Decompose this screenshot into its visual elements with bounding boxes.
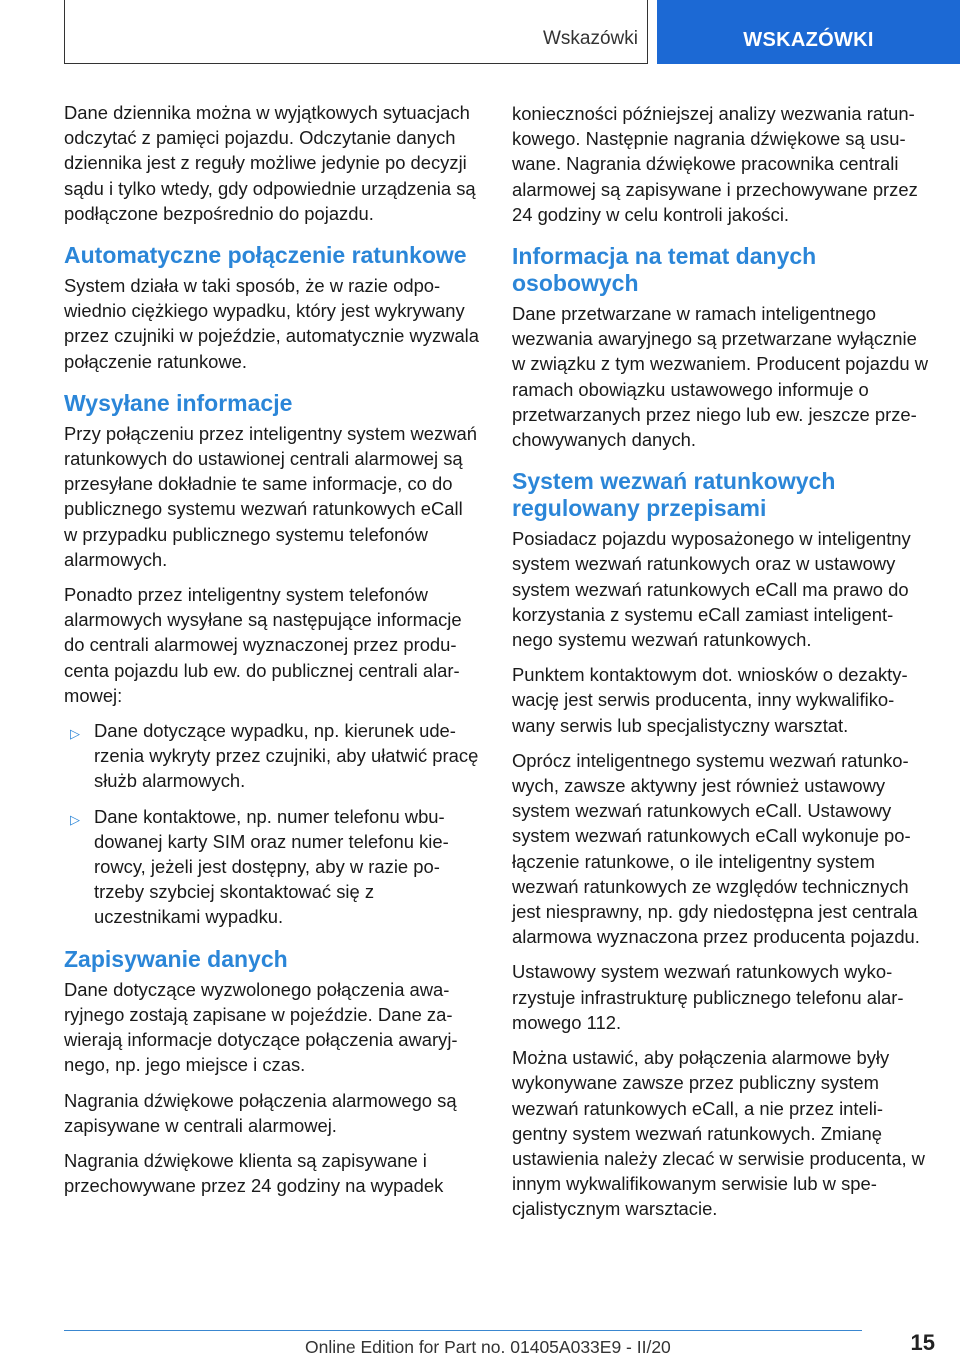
paragraph-store-2: Nagrania dźwiękowe połączenia alarmowego są zapisywane w centrali alarmowej. [64, 1089, 457, 1136]
left-column [64, 100, 480, 1208]
section-label: Wskazówki [542, 28, 638, 49]
list-item [64, 804, 480, 930]
section-tab[interactable]: WSKAZÓWKI [657, 0, 960, 64]
bullet-icon: ▷ [70, 811, 80, 827]
paragraph-sent-2: Ponadto przez inteligentny system telefonów alarmowych wysyłane są następujące informacje do centrali alarmowej wyznaczonej przez producenta pojazdu lub ew. do publicznej centrali alarmowej: [64, 584, 462, 706]
paragraph-store-3: Nagrania dźwiękowe klienta są zapisywane i przechowywane przez 24 godziny na wypadek [64, 1149, 444, 1197]
paragraph-personal-data: Dane przetwarzane w ramach inteligentnego wezwania awaryjnego są przetwarzane wyłącznie w związku z tym wezwaniem. Producent pojazdu w ramach obowiązku ustawowego informuje o przetwarzanych przez niego lub ew. jeszcze przechowywanych danych. [512, 303, 928, 451]
list-item-text: Dane kontaktowe, np. numer telefonu wbudowanej karty SIM oraz numer telefonu kierowcy, jeżeli jest dostępny, aby w razie potrzeby szybciej skontaktować się z uczestnikami wypadku. [94, 805, 449, 928]
paragraph-reg-2: Punktem kontaktowym dot. wniosków o dezaktywację jest serwis producenta, inny wykwalifikowany serwis lub specjalistyczny warsztat. [512, 664, 908, 736]
heading-data-storage: Zapisywanie danych [64, 945, 288, 972]
footer-edition: Online Edition for Part no. 01405A033E9 - II/20 [305, 1337, 671, 1357]
paragraph-continued: konieczności późniejszej analizy wezwania ratunkowego. Następnie nagrania dźwiękowe są usuwane. Nagrania dźwiękowe pracownika centrali alarmowej są zapisywane i przechowywane przez 24 godziny w celu kontroli jakości. [512, 103, 918, 225]
right-column [512, 101, 928, 1232]
paragraph-reg-4: Ustawowy system wezwań ratunkowych wykorzystuje infrastrukturę publicznego telefonu alarmowego 112. [512, 961, 904, 1033]
heading-regulated-system: System wezwań ratunkowych regulowany przepisami [512, 468, 836, 522]
heading-personal-data: Informacja na temat danych osobowych [512, 243, 817, 297]
paragraph-sent-1: Przy połączeniu przez inteligentny system wezwań ratunkowych do ustawionej centrali alarmowej są przesyłane dokładnie te same informacje, co do publicznego systemu wezwań ratunkowych eCall w przypadku publicznego systemu telefonów alarmowych. [64, 422, 477, 570]
paragraph-reg-1: Posiadacz pojazdu wyposażonego w inteligentny system wezwań ratunkowych oraz w ustawowy system wezwań ratunkowych eCall ma prawo do korzystania z systemu eCall zamiast inteligentnego systemu wezwań ratunkowych. [512, 528, 911, 651]
paragraph-reg-5: Można ustawić, aby połączenia alarmowe były wykonywane zawsze przez publiczny system wezwań ratunkowych eCall, a nie przez inteligentny system wezwań ratunkowych. Zmianę ustawienia należy zlecać w serwisie producenta, w innym wykwalifikowanym serwisie lub w specjalistycznym warsztacie. [512, 1047, 925, 1220]
list-item [64, 718, 480, 794]
paragraph-store-1: Dane dotyczące wyzwolonego połączenia awaryjnego zostają zapisane w pojeździe. Dane zawierają informacje dotyczące połączenia awaryjnego, np. jego miejsce i czas. [64, 978, 458, 1076]
heading-auto-call: Automatyczne połączenie ratunkowe [64, 242, 467, 269]
paragraph-reg-3: Oprócz inteligentnego systemu wezwań ratunkowych, zawsze aktywny jest również ustawowy system wezwań ratunkowych eCall. Ustawowy system wezwań ratunkowych eCall wykonuje połączenie ratunkowe, o ile inteligentny system wezwań ratunkowych ze względów technicznych jest niesprawny, np. gdy niedostępna jest centrala alarmowa wyznaczona przez producenta pojazdu. [512, 749, 920, 948]
list-item-text: Dane dotyczące wypadku, np. kierunek uderzenia wykryty przez czujniki, aby ułatwić pracę służb alarmowych. [94, 720, 479, 792]
page-number: 15 [910, 1330, 935, 1355]
heading-sent-info: Wysyłane informacje [64, 389, 293, 416]
paragraph-auto-call: System działa w taki sposób, że w razie odpowiednio ciężkiego wypadku, który jest wykrywany przez czujniki w pojeździe, automatycznie wyzwala połączenie ratunkowe. [64, 275, 479, 372]
intro-paragraph: Dane dziennika można w wyjątkowych sytuacjach odczytać z pamięci pojazdu. Odczytanie danych dziennika jest z reguły możliwe jedynie po decyzji sądu i tylko wtedy, gdy odpowiednie urządzenia są podłączone bezpośrednio do pojazdu. [64, 102, 476, 224]
bullet-icon: ▷ [70, 726, 80, 742]
footer-divider [64, 1330, 862, 1331]
